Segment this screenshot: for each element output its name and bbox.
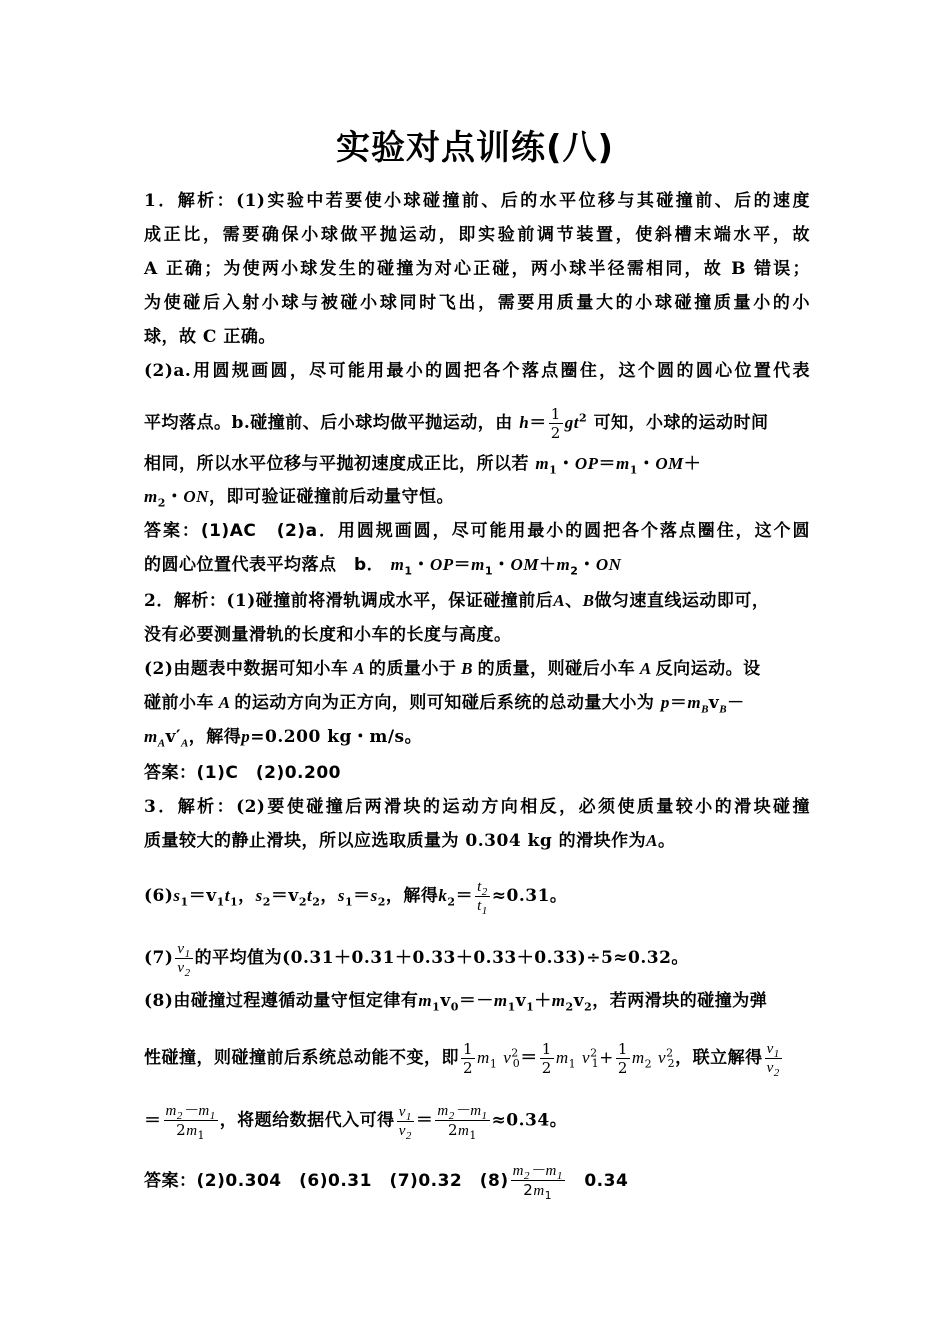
p2-line-3: (2)由题表中数据可知小车 A 的质量小于 B 的质量，则碰后小车 A 反向运动。设 <box>144 659 761 679</box>
p3-line-6 <box>144 1040 810 1077</box>
formula-momentum-conservation: $m_1v_0=-m_1v_1+m_2v_2$ <box>418 991 593 1014</box>
p3-line-2: 质量较大的静止滑块，所以应选取质量为 0.304 kg 的滑块作为A。 <box>144 831 676 851</box>
p3-line-6a: 性碰撞，则碰撞前后系统总动能不变，即 <box>144 1048 459 1068</box>
p2-line-3d: 反向运动。设 <box>655 659 761 679</box>
p3-line-3c: ≈0.31。 <box>491 886 568 906</box>
p3-answer-b: 0.34 <box>584 1171 629 1191</box>
formula-k2: $k_2=$ $\frac{t_2}{t_1}$ <box>438 879 488 917</box>
p2-line-4a: 碰前小车 <box>144 693 214 713</box>
p3-line-4a: (7) <box>144 948 174 968</box>
p1-line-5: 球，故 C 正确。 <box>144 327 276 347</box>
p2-line-5a: ，解得 <box>188 727 242 747</box>
p1-line-6: (2)a.用圆规画圆，尽可能用最小的圆把各个落点圈住，这个圆的圆心位置代表 <box>144 361 810 381</box>
p2-line-5: $m_Av'_A$，解得p=0.200 kg・m/s。 <box>144 727 423 750</box>
p1-line-8 <box>144 453 810 475</box>
p2-line-4: 碰前小车 A 的运动方向为正方向，则可知碰后系统的总动量大小为 $p=m_Bv_B-$ <box>144 693 745 716</box>
p2-line-1: 2．解析：(1)碰撞前将滑轨调成水平，保证碰撞前后A、B做匀速直线运动即可， <box>144 591 770 611</box>
p3-line-5a: (8)由碰撞过程遵循动量守恒定律有 <box>144 991 419 1011</box>
p1-line-9b: ，即可验证碰撞前后动量守恒。 <box>208 487 454 507</box>
p3-line-3 <box>144 878 810 915</box>
p3-answer-a: 答案：(2)0.304 (6)0.31 (7)0.32 (8) <box>144 1171 509 1191</box>
p1-answer-2a: 的圆心位置代表平均落点 b． <box>144 555 385 575</box>
p1-answer-2 <box>144 554 810 576</box>
p3-answer <box>144 1162 810 1200</box>
p1-line-8a: 相同，所以水平位移与平抛初速度成正比，所以若 <box>144 454 529 474</box>
p2-line-2: 没有必要测量滑轨的长度和小车的长度与高度。 <box>144 625 512 645</box>
p2-line-1a: 2．解析：(1)碰撞前将滑轨调成水平，保证碰撞前后 <box>144 591 554 611</box>
p1-line-7 <box>144 405 810 442</box>
p2-line-1b: 做匀速直线运动即可， <box>594 591 770 611</box>
p3-line-7c: ≈0.34。 <box>491 1110 568 1131</box>
fraction-v1-v2: $\frac{v_1}{v_2}$ <box>177 941 191 979</box>
p2-line-5b: =0.200 kg・m/s。 <box>250 727 423 747</box>
formula-momentum-b: $m_2$・ON <box>144 487 209 510</box>
page-title: 实验对点训练(八) <box>335 128 615 168</box>
p2-line-3b: 的质量小于 <box>368 659 457 679</box>
p2-line-4b: 的运动方向为正方向，则可知碰后系统的总动量大小为 <box>234 693 655 713</box>
p1-line-4: 为使碰后入射小球与被碰小球同时飞出，需要用质量大的小球碰撞质量小的小 <box>144 293 810 313</box>
formula-answer-momentum: $m_1$・$OP=m_1$・$OM+m_2$・ON <box>390 555 622 578</box>
fraction-v1-v2-b: $\frac{v_1}{v_2}$ <box>766 1041 780 1079</box>
p3-line-4 <box>144 940 810 977</box>
fraction-answer-mass-ratio: $\frac{m_2-m_1}{2m_1}$ <box>512 1163 563 1202</box>
p1-line-3: A 正确；为使两小球发生的碰撞为对心正碰，两小球半径需相同，故 B 错误； <box>144 259 811 279</box>
formula-kinetic-energy: $\frac{1}{2}$ $m_1$ $v^2_0=$ $\frac{1}{2}$ $m_1$ $v^2_1+$ $\frac{1}{2}$ $m_2$ $v^2_2$ <box>463 1040 676 1077</box>
fraction-mass-ratio: $\frac{m_2-m_1}{2m_1}$ <box>437 1103 488 1142</box>
p3-line-5b: ，若两滑块的碰撞为弹 <box>592 991 768 1011</box>
p2-line-3a: (2)由题表中数据可知小车 <box>144 659 349 679</box>
p3-line-7: ＝ $\frac{m_2-m_1}{2m_1}$ ，将题给数据代入可得 $\frac{v_1}{v_2}$ ＝ $\frac{m_2-m_1}{2m_1}$ ≈0.34。 <box>144 1103 568 1142</box>
formula-s: $(6)s_1=v_1t_1$，$s_2=v_2t_2$，$s_1=s_2$ <box>144 886 386 909</box>
p3-line-6b: ，联立解得 <box>675 1048 763 1068</box>
formula-h: h＝ $\frac{1}{2}$ $gt^2$ <box>519 405 588 442</box>
p1-answer-1: 答案：(1)AC (2)a．用圆规画圆，尽可能用最小的圆把各个落点圈住，这个圆 <box>144 521 810 541</box>
fraction-v1-v2-c: $\frac{v_1}{v_2}$ <box>398 1103 412 1142</box>
p3-line-2a: 质量较大的静止滑块，所以应选取质量为 0.304 kg 的滑块作为 <box>144 831 647 851</box>
p3-line-1: 3．解析：(2)要使碰撞后两滑块的运动方向相反，必须使质量较小的滑块碰撞 <box>144 797 810 817</box>
p3-line-7b: ，将题给数据代入可得 <box>219 1110 395 1131</box>
p2-line-3c: 的质量，则碰后小车 <box>477 659 636 679</box>
p1-line-2: 成正比，需要确保小球做平抛运动，即实验前调节装置，使斜槽末端水平，故 <box>144 225 810 245</box>
p2-answer: 答案：(1)C (2)0.200 <box>144 763 341 783</box>
p1-line-1: 1．解析：(1)实验中若要使小球碰撞前、后的水平位移与其碰撞前、后的速度 <box>144 191 810 211</box>
formula-mAvA: $m_Av'_A$ <box>144 727 189 750</box>
p3-line-4b: 的平均值为(0.31＋0.31＋0.33＋0.33＋0.33)÷5≈0.32。 <box>194 948 689 968</box>
formula-p: $p=m_Bv_B-$ <box>660 693 745 716</box>
p1-line-7a: 平均落点。b.碰撞前、后小球均做平抛运动，由 <box>144 413 513 433</box>
p1-line-9 <box>144 486 810 508</box>
formula-ratio: ＝ $\frac{m_2-m_1}{2m_1}$ <box>144 1103 216 1142</box>
p3-line-5 <box>144 990 810 1012</box>
formula-momentum-a: $m_1$・$OP=m_1$・OM＋ <box>535 454 702 477</box>
p3-line-3b: ，解得 <box>385 886 439 906</box>
p1-line-7b: 可知，小球的运动时间 <box>593 413 769 433</box>
